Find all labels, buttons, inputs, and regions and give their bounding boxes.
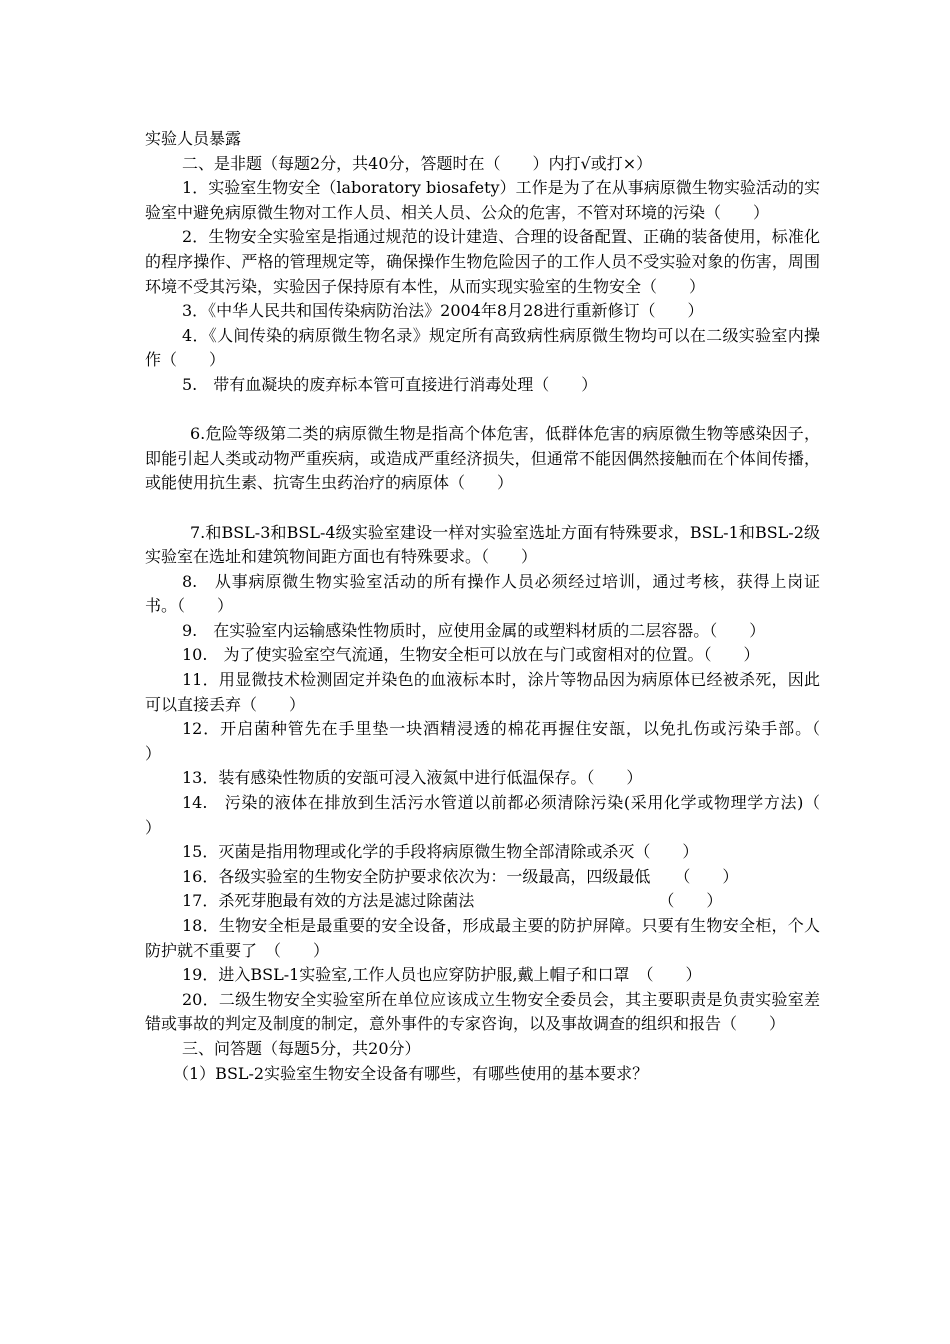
question-15: 15．灭菌是指用物理或化学的手段将病原微生物全部清除或杀灭（ ） bbox=[182, 842, 699, 862]
essay-question-1: （1）BSL-2实验室生物安全设备有哪些，有哪些使用的基本要求？ bbox=[173, 1063, 649, 1083]
question-19: 19．进入BSL-1实验室,工作人员也应穿防护服,戴上帽子和口罩 （ ） bbox=[182, 965, 702, 985]
question-6: 6.危险等级第二类的病原微生物是指高个体危害，低群体危害的病原微生物等感染因子，即能引起人类或动物严重疾病，或造成严重经济损失，但通常不能因偶然接触而在个体间传播，或能使用抗生素、抗寄生虫药治疗的病原体（ ） bbox=[145, 424, 820, 493]
question-7: 7.和BSL-3和BSL-4级实验室建设一样对实验室选址方面有特殊要求，BSL-1和BSL-2级实验室在选址和建筑物间距方面也有特殊要求。（ ） bbox=[145, 522, 820, 567]
question-1: 1．实验室生物安全（laboratory biosafety）工作是为了在从事病原微生物实验活动的实验室中避免病原微生物对工作人员、相关人员、公众的危害，不管对环境的污染（ ） bbox=[145, 178, 820, 222]
question-10: 10. 为了使实验室空气流通，生物安全柜可以放在与门或窗相对的位置。（ ） bbox=[182, 645, 760, 665]
question-20: 20．二级生物安全实验室所在单位应该成立生物安全委员会，其主要职责是负责实验室差错或事故的判定及制度的制定，意外事件的专家咨询，以及事故调查的组织和报告（ ） bbox=[145, 989, 820, 1034]
section-3-heading: 三、问答题（每题5分，共20分） bbox=[182, 1038, 421, 1058]
question-5: 5. 带有血凝块的废弃标本管可直接进行消毒处理（ ） bbox=[182, 374, 598, 394]
question-4: 4．《人间传染的病原微生物名录》规定所有高致病性病原微生物均可以在二级实验室内操作（ ） bbox=[145, 325, 820, 370]
question-3: 3．《中华人民共和国传染病防治法》2004年8月28进行重新修订（ ） bbox=[182, 301, 704, 321]
question-2: 2．生物安全实验室是指通过规范的设计建造、合理的设备配置、正确的装备使用，标准化的程序操作、严格的管理规定等，确保操作生物危险因子的工作人员不受实验对象的伤害，周围环境不受其污染，实验因子保持原有本性，从而实现实验室的生物安全（ ） bbox=[145, 227, 820, 296]
question-11: 11．用显微技术检测固定并染色的血液标本时，涂片等物品因为病原体已经被杀死，因此可以直接丢弃（ ） bbox=[145, 670, 820, 714]
question-16: 16．各级实验室的生物安全防护要求依次为：一级最高，四级最低 （ ） bbox=[182, 866, 739, 886]
question-9: 9. 在实验室内运输感染性物质时，应使用金属的或塑料材质的二层容器。（ ） bbox=[182, 620, 766, 640]
question-14: 14. 污染的液体在排放到生活污水管道以前都必须清除污染(采用化学或物理学方法)（ ） bbox=[145, 793, 853, 837]
document-page bbox=[145, 127, 853, 1086]
section-2-heading: 二、是非题（每题2分，共40分，答题时在（ ）内打√或打×） bbox=[182, 153, 653, 173]
question-13: 13．装有感染性物质的安瓿可浸入液氮中进行低温保存。（ ） bbox=[182, 768, 643, 788]
question-17: 17．杀死芽胞最有效的方法是滤过除菌法 （ ） bbox=[182, 891, 723, 911]
question-18: 18．生物安全柜是最重要的安全设备，形成最主要的防护屏障。只要有生物安全柜，个人防护就不重要了 （ ） bbox=[145, 916, 820, 960]
question-8: 8. 从事病原微生物实验室活动的所有操作人员必须经过培训，通过考核，获得上岗证书。（ ） bbox=[145, 571, 820, 616]
continuation-line: 实验人员暴露 bbox=[145, 129, 242, 148]
question-12: 12．开启菌种管先在手里垫一块酒精浸透的棉花再握住安瓿，以免扎伤或污染手部。（ ） bbox=[145, 719, 853, 763]
